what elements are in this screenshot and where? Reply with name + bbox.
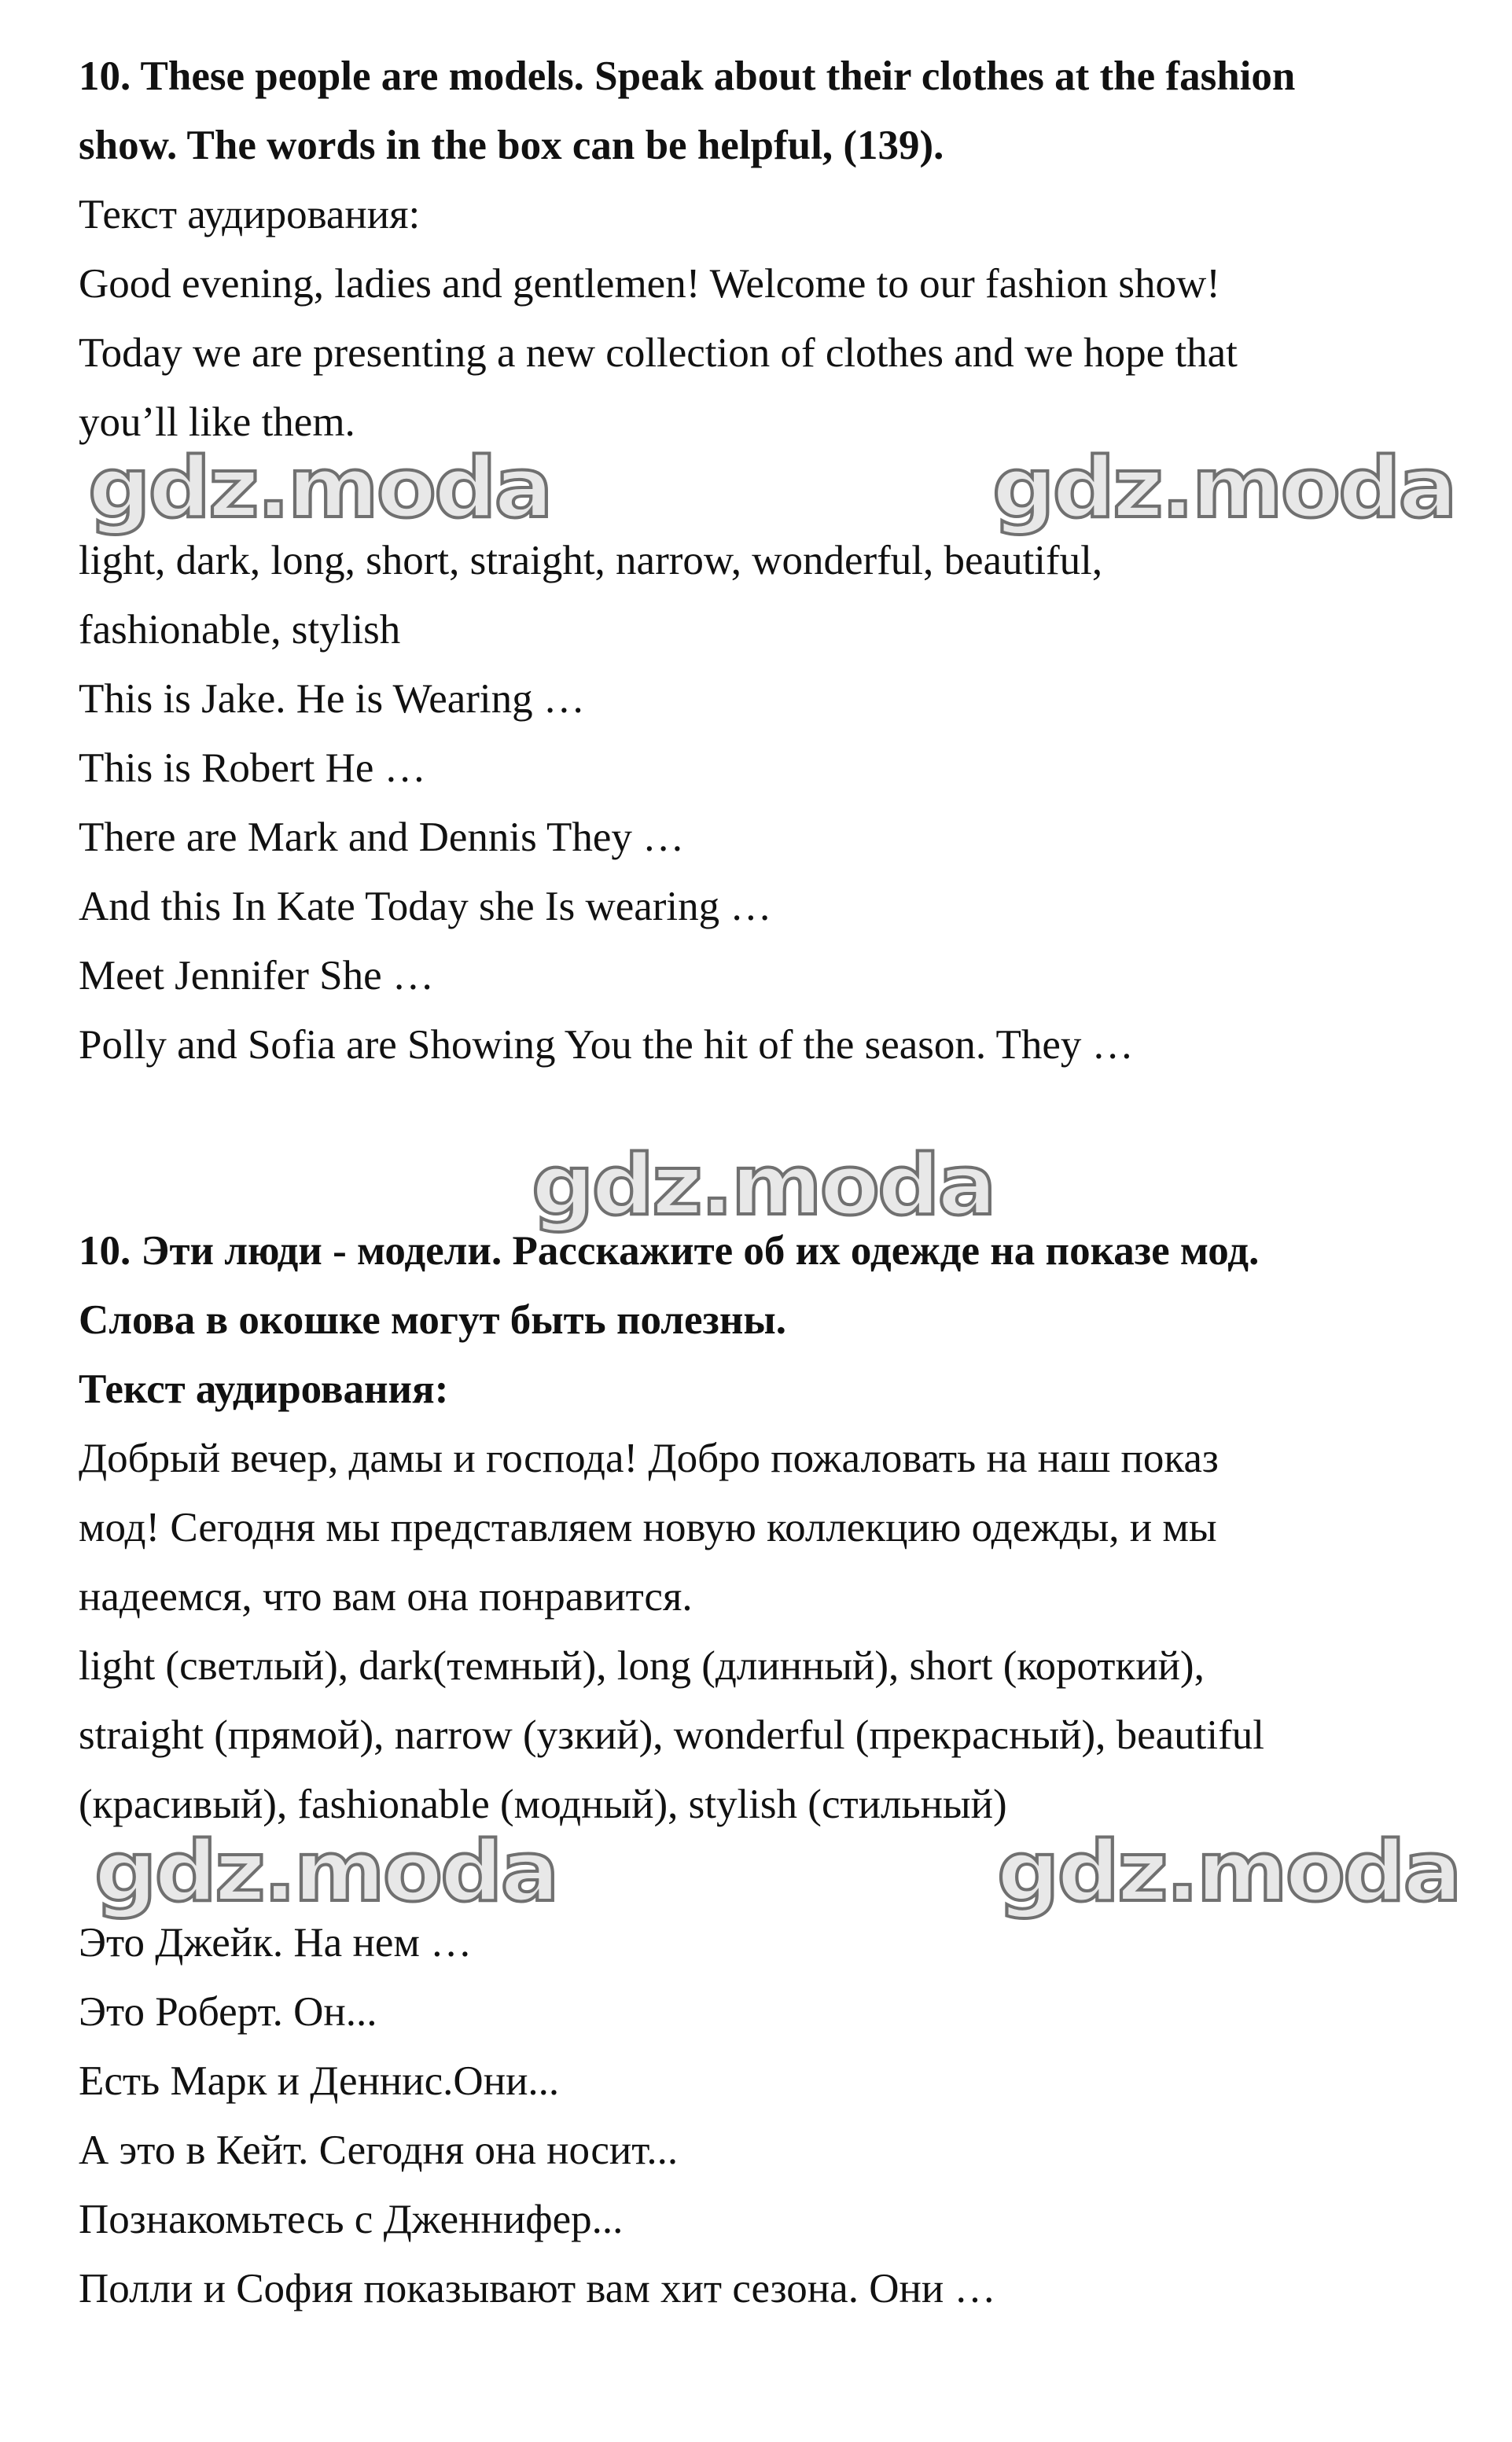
exercise-ru-sentence: А это в Кейт. Сегодня она носит...	[79, 2128, 679, 2173]
watermark-logo: gdz.moda	[94, 1823, 557, 1920]
exercise-ru-text-line3: надеемся, что вам она понравится.	[79, 1574, 693, 1620]
exercise-ru-text-line1: Добрый вечер, дамы и господа! Добро пожаловать на наш показ	[79, 1436, 1219, 1481]
exercise-en-sentence: And this In Kate Today she Is wearing …	[79, 884, 772, 929]
exercise-en-heading-line2: show. The words in the box can be helpful, (139).	[79, 123, 944, 168]
watermark-logo: gdz.moda	[992, 439, 1455, 536]
watermark-logo: gdz.moda	[532, 1137, 995, 1234]
exercise-en-words-line1: light, dark, long, short, straight, narrow, wonderful, beautiful,	[79, 538, 1103, 583]
exercise-en-sentence: Meet Jennifer She …	[79, 953, 434, 998]
exercise-en-text-line3: you’ll like them.	[79, 399, 355, 445]
exercise-en-sentence: Polly and Sofia are Showing You the hit of the season. They …	[79, 1022, 1134, 1068]
exercise-ru-words-line2: straight (прямой), narrow (узкий), wonderful (прекрасный), beautiful	[79, 1712, 1264, 1758]
exercise-en-listening-label: Текст аудирования:	[79, 192, 421, 237]
exercise-ru-sentence: Это Роберт. Он...	[79, 1989, 377, 2035]
exercise-ru-text-line2: мод! Сегодня мы представляем новую коллекцию одежды, и мы	[79, 1505, 1217, 1550]
exercise-ru-heading-line1: 10. Эти люди - модели. Расскажите об их одежде на показе мод.	[79, 1228, 1260, 1274]
exercise-ru-words-line3: (красивый), fashionable (модный), stylish (стильный)	[79, 1782, 1007, 1827]
exercise-en-text-line2: Today we are presenting a new collection of clothes and we hope that	[79, 330, 1238, 376]
exercise-en-heading-line1: 10. These people are models. Speak about their clothes at the fashion	[79, 53, 1296, 99]
exercise-ru-heading-line2: Слова в окошке могут быть полезны.	[79, 1297, 787, 1343]
exercise-ru-sentence: Полли и София показывают вам хит сезона. Они …	[79, 2266, 996, 2311]
exercise-en-words-line2: fashionable, stylish	[79, 607, 401, 653]
exercise-en-sentence: This is Jake. He is Wearing …	[79, 676, 585, 722]
exercise-ru-sentence: Есть Марк и Деннис.Они...	[79, 2058, 560, 2104]
watermark-logo: gdz.moda	[88, 439, 551, 536]
exercise-en-sentence: There are Mark and Dennis They …	[79, 815, 685, 860]
exercise-ru-words-line1: light (светлый), dark(темный), long (длинный), short (короткий),	[79, 1643, 1205, 1689]
exercise-ru-listening-label: Текст аудирования:	[79, 1366, 449, 1412]
watermark-logo: gdz.moda	[997, 1823, 1460, 1920]
exercise-ru-sentence: Познакомьтесь с Дженнифер...	[79, 2197, 624, 2242]
exercise-en-text-line1: Good evening, ladies and gentlemen! Welcome to our fashion show!	[79, 261, 1220, 307]
exercise-en-sentence: This is Robert He …	[79, 745, 426, 791]
exercise-ru-sentence: Это Джейк. На нем …	[79, 1920, 473, 1966]
